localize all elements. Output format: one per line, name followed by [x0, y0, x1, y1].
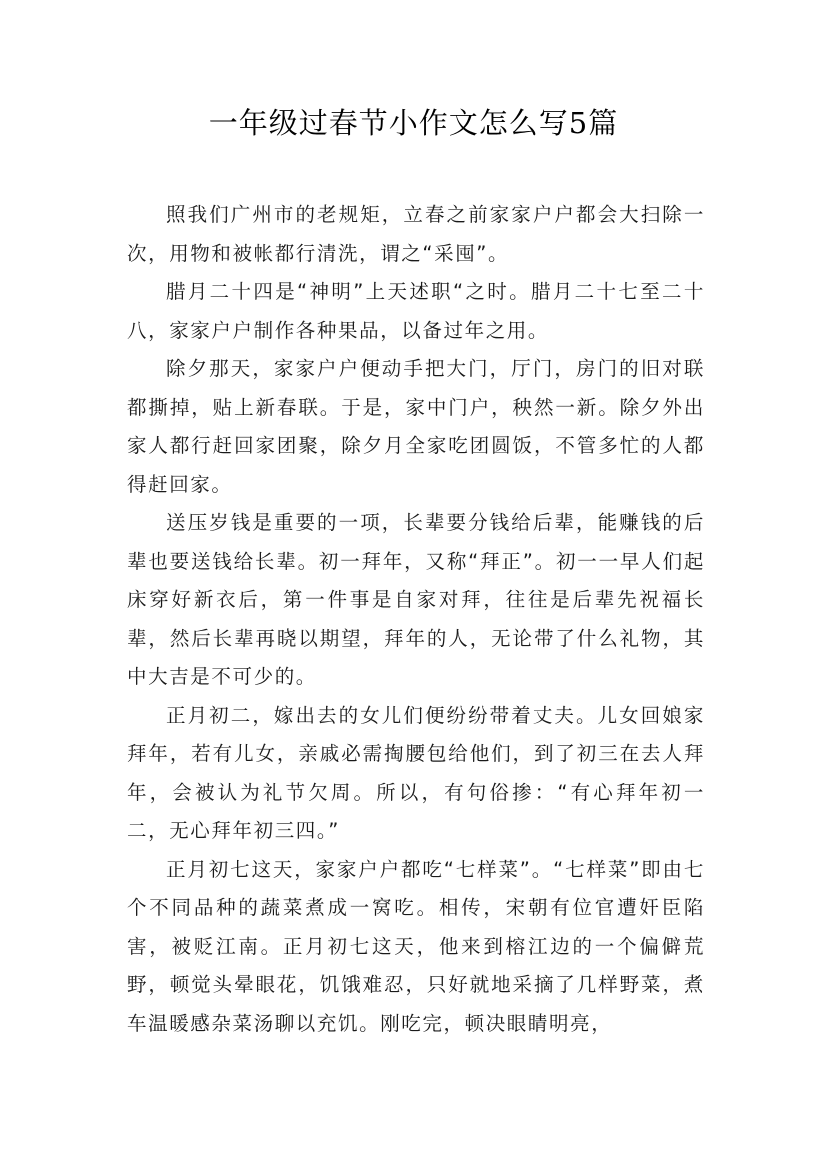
- paragraph: 照我们广州市的老规矩，立春之前家家户户都会大扫除一次，用物和被帐都行清洗，谓之“采囤”。: [127, 203, 705, 265]
- paragraph: 腊月二十四是“神明”上天述职“之时。腊月二十七至二十八，家家户户制作各种果品，以备过年之用。: [127, 280, 705, 342]
- paragraph: 送压岁钱是重要的一项，长辈要分钱给后辈，能赚钱的后辈也要送钱给长辈。初一拜年，又称“拜正”。初一一早人们起床穿好新衣后，第一件事是自家对拜，往往是后辈先祝福长辈，然后长辈再晓以期望，拜年的人，无论带了什么礼物，其中大吉是不可少的。: [127, 511, 705, 688]
- document-body: [127, 196, 705, 1043]
- paragraph: 除夕那天，家家户户便动手把大门，厅门，房门的旧对联都撕掉，贴上新春联。于是，家中门户，秧然一新。除夕外出家人都行赶回家团聚，除夕月全家吃团圆饭，不管多忙的人都得赶回家。: [127, 357, 705, 496]
- paragraph: 正月初二，嫁出去的女儿们便纷纷带着丈夫。儿女回娘家拜年，若有儿女，亲戚必需掏腰包给他们，到了初三在去人拜年，会被认为礼节欠周。所以，有句俗掺：“有心拜年初一二，无心拜年初三四。”: [127, 703, 705, 842]
- paragraph: 正月初七这天，家家户户都吃“七样菜”。“七样菜”即由七个不同品种的蔬菜煮成一窝吃。相传，宋朝有位官遭奸臣陷害，被贬江南。正月初七这天，他来到榕江边的一个偏僻荒野，顿觉头晕眼花，饥饿难忍，只好就地采摘了几样野菜，煮车温暖感杂菜汤聊以充饥。刚吃完，顿决眼睛明亮，: [127, 857, 705, 1035]
- document-title: 一年级过春节小作文怎么写5篇: [208, 106, 619, 140]
